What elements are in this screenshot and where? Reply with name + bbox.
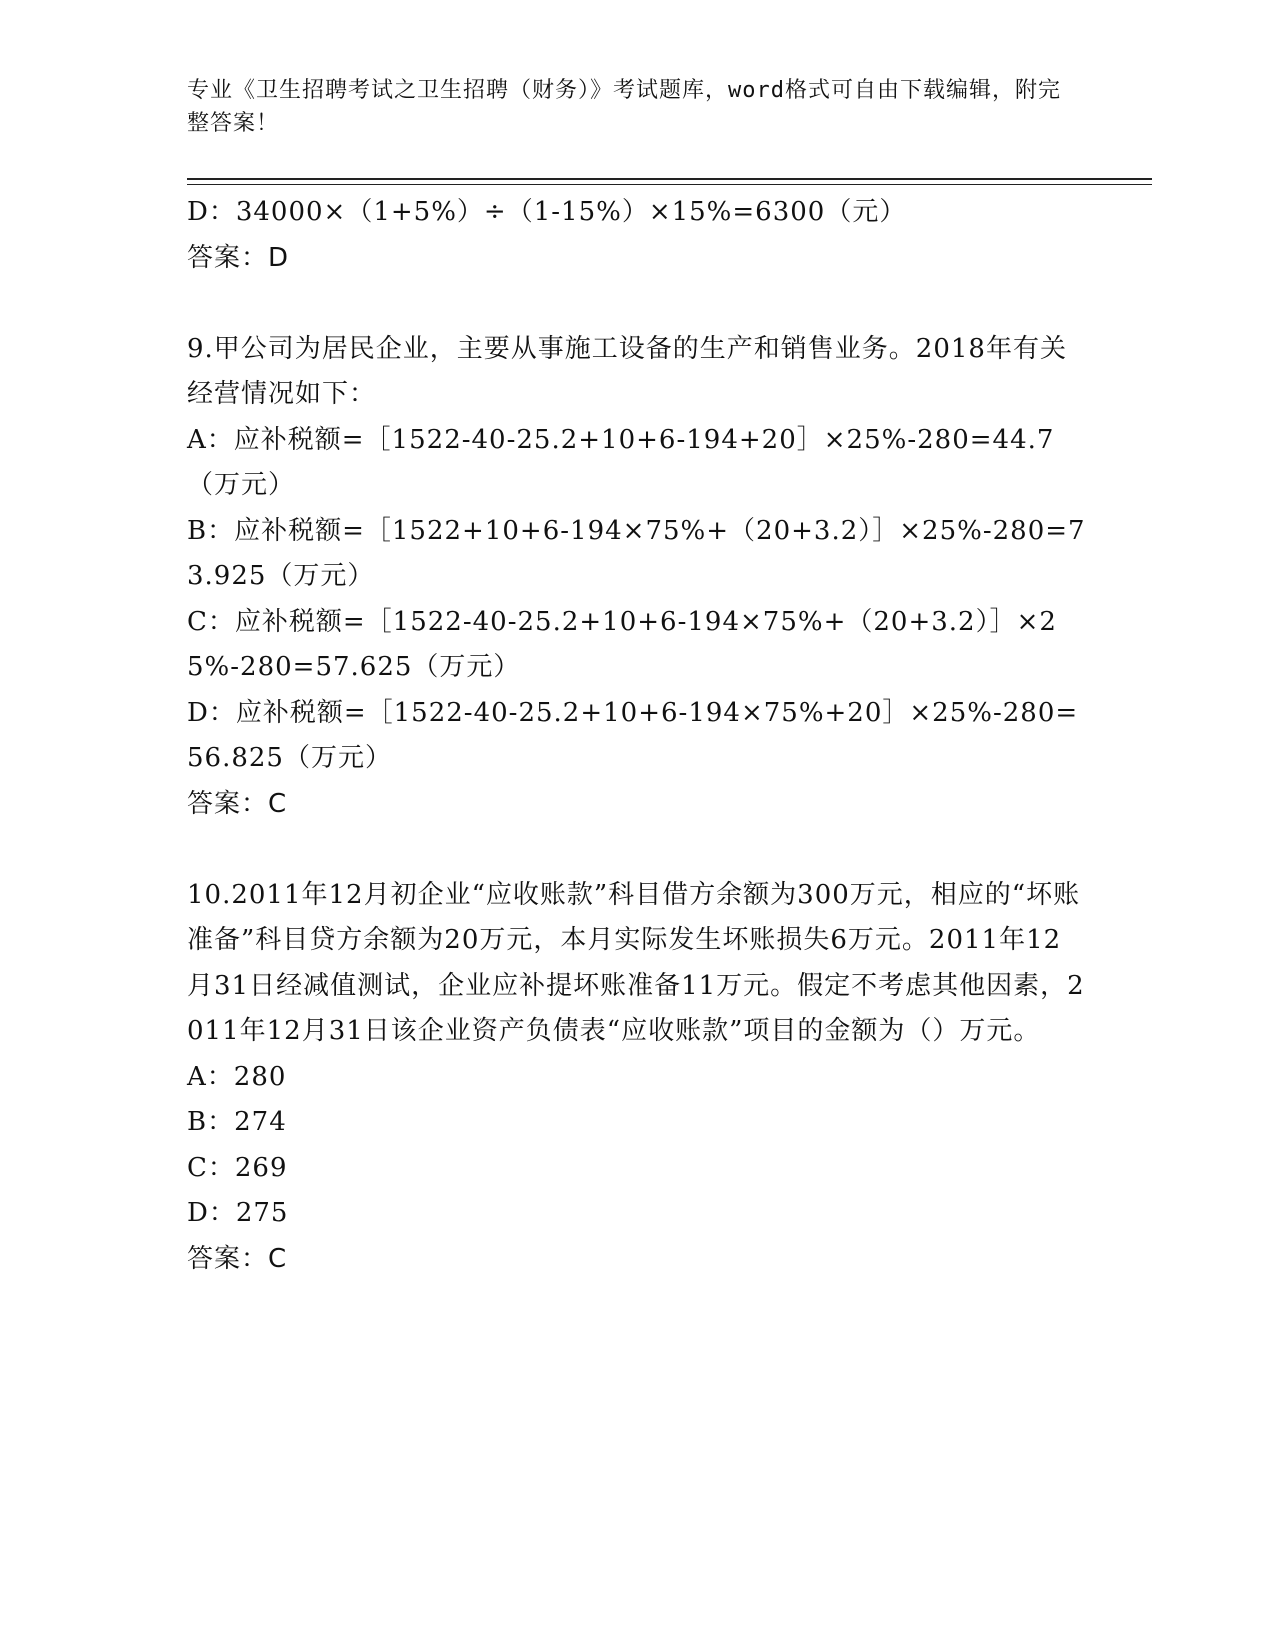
spacer — [187, 827, 1087, 873]
q8-option-d: D：34000×（1+5%）÷（1-15%）×15%=6300（元） — [187, 197, 907, 227]
q10-option-c: C：269 — [187, 1152, 288, 1183]
header-divider-thin — [187, 184, 1152, 185]
question-10 — [187, 873, 1087, 1283]
question-8-tail — [187, 190, 1087, 281]
document-header: 专业《卫生招聘考试之卫生招聘（财务）》考试题库，word格式可自由下载编辑，附完整答案！ — [187, 78, 1061, 136]
q10-option-b: B：274 — [187, 1107, 287, 1137]
spacer — [187, 281, 1087, 327]
document-body — [187, 190, 1087, 1282]
q9-option-a: A：应补税额=［1522-40-25.2+10+6-194+20］×25%-280=44.7（万元） — [187, 424, 1055, 500]
q8-answer: 答案：D — [187, 242, 290, 273]
q9-stem: 9.甲公司为居民企业，主要从事施工设备的生产和销售业务。2018年有关经营情况如下： — [187, 333, 1067, 409]
q10-stem: 10.2011年12月初企业“应收账款”科目借方余额为300万元，相应的“坏账准备”科目贷方余额为20万元，本月实际发生坏账损失6万元。2011年12月31日经减值测试，企业应补提坏账准备11万元。假定不考虑其他因素，2011年12月31日该企业资产负债表“应收账款”项目的金额为（）万元。 — [187, 879, 1085, 1046]
q9-option-d: D：应补税额=［1522-40-25.2+10+6-194×75%+20］×25%-280=56.825（万元） — [187, 697, 1079, 773]
q9-option-b: B：应补税额=［1522+10+6-194×75%+（20+3.2）］×25%-280=73.925（万元） — [187, 515, 1086, 591]
q10-option-d: D：275 — [187, 1198, 289, 1228]
q10-option-a: A：280 — [187, 1061, 287, 1092]
q9-option-c: C：应补税额=［1522-40-25.2+10+6-194×75%+（20+3.2）］×25%-280=57.625（万元） — [187, 606, 1057, 682]
q9-answer: 答案：C — [187, 788, 288, 819]
header-divider-thick — [187, 178, 1152, 180]
question-9 — [187, 327, 1087, 828]
q10-answer: 答案：C — [187, 1243, 288, 1274]
